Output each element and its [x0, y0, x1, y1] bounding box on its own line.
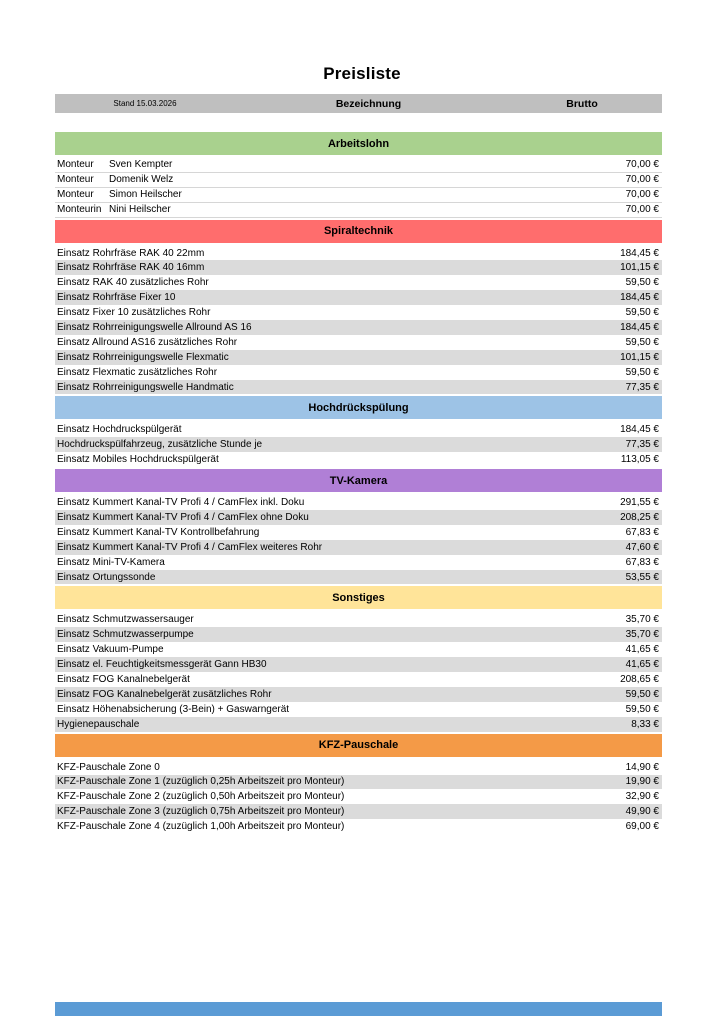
- table-row: [55, 335, 662, 350]
- row-label: KFZ-Pauschale Zone 3 (zuzüglich 0,75h Arbeitszeit pro Monteur): [57, 806, 345, 818]
- row-price: 49,90 €: [625, 806, 659, 818]
- table-row: [55, 305, 662, 320]
- row-label: Simon Heilscher: [109, 189, 182, 201]
- row-price: 41,65 €: [625, 644, 659, 656]
- section-title: TV-Kamera: [329, 474, 388, 487]
- table-row: [55, 819, 662, 834]
- bezeichnung-column-header: Bezeichnung: [335, 97, 402, 110]
- row-price: 184,45 €: [620, 247, 659, 259]
- row-label: KFZ-Pauschale Zone 2 (zuzüglich 0,50h Arbeitszeit pro Monteur): [57, 791, 345, 803]
- row-price: 32,90 €: [625, 791, 659, 803]
- row-label: Einsatz el. Feuchtigkeitsmessgerät Gann HB30: [57, 659, 267, 671]
- row-price: 14,90 €: [625, 761, 659, 773]
- row-label: Einsatz Schmutzwasserpumpe: [57, 629, 194, 641]
- row-price: 59,50 €: [625, 703, 659, 715]
- table-row: [55, 687, 662, 702]
- table-row: [55, 380, 662, 395]
- section-title: Arbeitslohn: [327, 137, 390, 150]
- brutto-column-header: Brutto: [566, 97, 598, 110]
- row-col1: Monteur: [57, 159, 94, 171]
- row-label: Einsatz Kummert Kanal-TV Kontrollbefahrung: [57, 526, 260, 538]
- row-label: KFZ-Pauschale Zone 1 (zuzüglich 0,25h Arbeitszeit pro Monteur): [57, 776, 345, 788]
- section-rows: [55, 612, 662, 731]
- table-row: [55, 570, 662, 585]
- row-label: Einsatz Schmutzwassersauger: [57, 614, 194, 626]
- row-price: 59,50 €: [625, 277, 659, 289]
- table-row: [55, 495, 662, 510]
- table-row: [55, 203, 662, 218]
- table-row: [55, 510, 662, 525]
- page-title: Preisliste: [323, 64, 401, 83]
- section-header: [55, 734, 662, 757]
- table-row: [55, 350, 662, 365]
- price-table: [55, 94, 662, 836]
- row-label: Einsatz Rohrfräse RAK 40 22mm: [57, 247, 205, 259]
- row-label: Einsatz Kummert Kanal-TV Profi 4 / CamFlex ohne Doku: [57, 511, 309, 523]
- section-rows: [55, 158, 662, 218]
- row-label: Einsatz Kummert Kanal-TV Profi 4 / CamFlex weiteres Rohr: [57, 541, 323, 553]
- table-row: [55, 320, 662, 335]
- table-row: [55, 158, 662, 173]
- table-row: [55, 365, 662, 380]
- table-row: [55, 260, 662, 275]
- row-price: 208,65 €: [620, 673, 659, 685]
- table-row: [55, 555, 662, 570]
- row-price: 77,35 €: [625, 381, 659, 393]
- row-price: 47,60 €: [625, 541, 659, 553]
- table-row: [55, 246, 662, 261]
- row-label: Einsatz Hochdruckspülgerät: [57, 424, 182, 436]
- table-row: [55, 627, 662, 642]
- row-label: Einsatz Flexmatic zusätzliches Rohr: [57, 366, 218, 378]
- row-price: 59,50 €: [625, 307, 659, 319]
- row-price: 8,33 €: [631, 718, 659, 730]
- stand-date-label: Stand 15.03.2026: [113, 99, 177, 108]
- row-label: Einsatz Kummert Kanal-TV Profi 4 / CamFlex inkl. Doku: [57, 497, 305, 509]
- section-header: [55, 220, 662, 243]
- row-price: 184,45 €: [620, 321, 659, 333]
- row-label: KFZ-Pauschale Zone 4 (zuzüglich 1,00h Arbeitszeit pro Monteur): [57, 821, 345, 833]
- row-price: 101,15 €: [620, 262, 659, 274]
- section-title: Hochdrückspülung: [308, 401, 409, 414]
- row-price: 53,55 €: [625, 571, 659, 583]
- row-label: Einsatz Rohrreinigungswelle Flexmatic: [57, 351, 229, 363]
- row-price: 77,35 €: [625, 439, 659, 451]
- section: [55, 220, 662, 395]
- row-label: Nini Heilscher: [109, 204, 171, 216]
- row-label: KFZ-Pauschale Zone 0: [57, 761, 160, 773]
- row-price: 70,00 €: [625, 204, 659, 216]
- row-price: 184,45 €: [620, 292, 659, 304]
- table-row: [55, 540, 662, 555]
- row-price: 19,90 €: [625, 776, 659, 788]
- row-price: 113,05 €: [620, 454, 659, 466]
- row-price: 59,50 €: [625, 366, 659, 378]
- table-row: [55, 775, 662, 790]
- row-price: 67,83 €: [625, 556, 659, 568]
- sections: [55, 132, 662, 834]
- section: [55, 734, 662, 834]
- section: [55, 132, 662, 218]
- row-label: Einsatz RAK 40 zusätzliches Rohr: [57, 277, 209, 289]
- row-price: 291,55 €: [620, 497, 659, 509]
- table-row: [55, 188, 662, 203]
- row-col1: Monteur: [57, 174, 94, 186]
- row-label: Einsatz Höhenabsicherung (3-Bein) + Gaswarngerät: [57, 703, 290, 715]
- section-header: [55, 586, 662, 609]
- row-label: Einsatz Mini-TV-Kamera: [57, 556, 165, 568]
- row-col1: Monteurin: [57, 204, 102, 216]
- row-label: Hygienepauschale: [57, 718, 140, 730]
- section-rows: [55, 495, 662, 584]
- footer-bar: [55, 1002, 662, 1016]
- row-label: Einsatz Rohrfräse Fixer 10: [57, 292, 176, 304]
- table-row: [55, 717, 662, 732]
- row-label: Domenik Welz: [109, 174, 174, 186]
- table-row: [55, 642, 662, 657]
- table-row: [55, 275, 662, 290]
- row-price: 70,00 €: [625, 159, 659, 171]
- row-price: 208,25 €: [620, 511, 659, 523]
- table-header-bar: [55, 94, 662, 113]
- section: [55, 586, 662, 731]
- section-title: KFZ-Pauschale: [318, 739, 399, 752]
- row-price: 70,00 €: [625, 174, 659, 186]
- row-label: Einsatz FOG Kanalnebelgerät zusätzliches Rohr: [57, 688, 272, 700]
- section-title: Spiraltechnik: [323, 225, 394, 238]
- row-price: 59,50 €: [625, 336, 659, 348]
- table-row: [55, 173, 662, 188]
- row-label: Einsatz Vakuum-Pumpe: [57, 644, 164, 656]
- row-price: 41,65 €: [625, 659, 659, 671]
- table-row: [55, 672, 662, 687]
- row-price: 67,83 €: [625, 526, 659, 538]
- row-label: Einsatz Allround AS16 zusätzliches Rohr: [57, 336, 238, 348]
- section-rows: [55, 422, 662, 467]
- section-header: [55, 132, 662, 155]
- row-col1: Monteur: [57, 189, 94, 201]
- table-row: [55, 422, 662, 437]
- section-rows: [55, 760, 662, 834]
- row-price: 101,15 €: [620, 351, 659, 363]
- section-title: Sonstiges: [332, 591, 385, 604]
- section-rows: [55, 246, 662, 395]
- row-label: Einsatz Rohrreinigungswelle Allround AS 16: [57, 321, 252, 333]
- table-row: [55, 760, 662, 775]
- section-header: [55, 396, 662, 419]
- row-price: 59,50 €: [625, 688, 659, 700]
- section: [55, 396, 662, 467]
- table-row: [55, 437, 662, 452]
- row-price: 35,70 €: [625, 629, 659, 641]
- table-row: [55, 789, 662, 804]
- row-label: Einsatz Rohrfräse RAK 40 16mm: [57, 262, 205, 274]
- row-price: 69,00 €: [625, 821, 659, 833]
- table-row: [55, 804, 662, 819]
- table-row: [55, 657, 662, 672]
- section-header: [55, 469, 662, 492]
- table-row: [55, 702, 662, 717]
- row-label: Einsatz Rohrreinigungswelle Handmatic: [57, 381, 234, 393]
- row-label: Hochdruckspülfahrzeug, zusätzliche Stunde je: [57, 439, 263, 451]
- table-row: [55, 452, 662, 467]
- row-price: 35,70 €: [625, 614, 659, 626]
- row-label: Einsatz FOG Kanalnebelgerät: [57, 673, 190, 685]
- section: [55, 469, 662, 584]
- row-label: Einsatz Ortungssonde: [57, 571, 156, 583]
- row-price: 184,45 €: [620, 424, 659, 436]
- table-row: [55, 290, 662, 305]
- table-row: [55, 525, 662, 540]
- table-row: [55, 612, 662, 627]
- row-label: Einsatz Mobiles Hochdruckspülgerät: [57, 454, 219, 466]
- row-price: 70,00 €: [625, 189, 659, 201]
- row-label: Einsatz Fixer 10 zusätzliches Rohr: [57, 307, 211, 319]
- row-label: Sven Kempter: [109, 159, 173, 171]
